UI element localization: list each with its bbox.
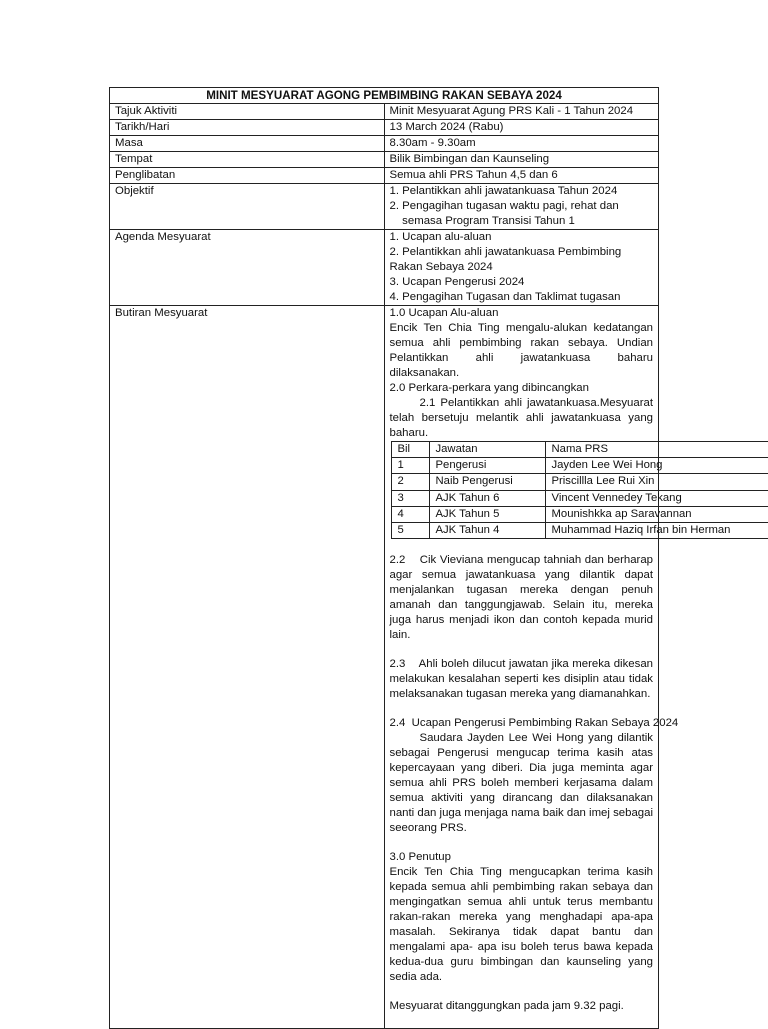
table-cell: Jayden Lee Wei Hong: [545, 458, 768, 474]
info-row-masa: [110, 136, 659, 152]
column-header: Jawatan: [429, 442, 545, 458]
table-row: [391, 490, 768, 506]
butiran-row: [110, 306, 659, 1029]
agenda-item: 3. Ucapan Pengerusi 2024: [390, 275, 654, 290]
table-cell: Naib Pengerusi: [429, 474, 545, 490]
butiran-content: [384, 306, 659, 1029]
committee-header-row: [391, 442, 768, 458]
table-cell: 5: [391, 523, 429, 539]
table-cell: AJK Tahun 4: [429, 523, 545, 539]
table-row: [391, 523, 768, 539]
section-paragraph: Encik Ten Chia Ting mengalu-alukan kedatangan semua ahli pembimbing rakan sebaya. Undian Pelantikkan ahli jawatankuasa baharu dilaksanakan.: [390, 321, 654, 381]
column-header: Nama PRS: [545, 442, 768, 458]
section-paragraph: Saudara Jayden Lee Wei Hong yang dilantik sebagai Pengerusi mengucap terima kasih atas kepercayaan yang diberi. Dia juga meminta agar semua ahli PRS boleh memberi kerjasama dalam semua aktiviti yang dirancang dan dilaksanakan nanti dan juga menjaga nama baik dan imej sebagai seeorang PRS.: [390, 731, 654, 836]
item-number: 2.: [390, 199, 403, 229]
info-row-tajuk: [110, 104, 659, 120]
row-value: Bilik Bimbingan dan Kaunseling: [384, 152, 659, 168]
spacer: [390, 643, 654, 657]
spacer: [390, 985, 654, 999]
section-paragraph: 2.1 Pelantikkan ahli jawatankuasa.Mesyuarat telah bersetuju melantik ahli jawatankuasa yang baharu.: [390, 396, 654, 441]
table-cell: Vincent Vennedey Tekang: [545, 490, 768, 506]
row-label: Butiran Mesyuarat: [110, 306, 385, 1029]
table-cell: Pengerusi: [429, 458, 545, 474]
section-heading: 1.0 Ucapan Alu-aluan: [390, 306, 654, 321]
minutes-document: [109, 87, 659, 1029]
document-title: MINIT MESYUARAT AGONG PEMBIMBING RAKAN SEBAYA 2024: [110, 88, 659, 104]
row-label: Masa: [110, 136, 385, 152]
closing-note: Mesyuarat ditanggungkan pada jam 9.32 pagi.: [390, 999, 654, 1014]
info-row-tarikh: [110, 120, 659, 136]
row-label: Tajuk Aktiviti: [110, 104, 385, 120]
row-label: Penglibatan: [110, 168, 385, 184]
table-row: [391, 474, 768, 490]
item-text: Pelantikkan ahli jawatankuasa Tahun 2024: [402, 184, 617, 199]
row-label: Agenda Mesyuarat: [110, 230, 385, 306]
agenda-item: 1. Ucapan alu-aluan: [390, 230, 654, 245]
table-cell: Priscillla Lee Rui Xin: [545, 474, 768, 490]
row-value: 8.30am - 9.30am: [384, 136, 659, 152]
table-cell: 4: [391, 506, 429, 522]
minutes-table: [109, 87, 659, 1029]
agenda-list: [384, 230, 659, 306]
objektif-list: [384, 184, 659, 230]
agenda-item: 4. Pengagihan Tugasan dan Taklimat tugasan: [390, 290, 654, 305]
info-row-penglibatan: [110, 168, 659, 184]
spacer: [390, 702, 654, 716]
agenda-row: [110, 230, 659, 306]
item-text: Pengagihan tugasan waktu pagi, rehat dan semasa Program Transisi Tahun 1: [402, 199, 653, 229]
section-heading: 2.0 Perkara-perkara yang dibincangkan: [390, 381, 654, 396]
row-label: Tempat: [110, 152, 385, 168]
table-cell: Mounishkka ap Saravannan: [545, 506, 768, 522]
row-label: Tarikh/Hari: [110, 120, 385, 136]
column-header: Bil: [391, 442, 429, 458]
objektif-item: [390, 184, 654, 199]
spacer: [390, 836, 654, 850]
section-heading: 3.0 Penutup: [390, 850, 654, 865]
section-paragraph: 2.2 Cik Vieviana mengucap tahniah dan berharap agar semua jawatankuasa yang dilantik dapat menjalankan tugasan mereka dengan penuh amanah dan tanggungjawab. Selain itu, mereka juga harus menjadi ikon dan contoh kepada murid lain.: [390, 553, 654, 643]
committee-table: [391, 441, 768, 539]
objektif-row: [110, 184, 659, 230]
row-label: Objektif: [110, 184, 385, 230]
table-cell: 2: [391, 474, 429, 490]
info-row-tempat: [110, 152, 659, 168]
table-cell: AJK Tahun 6: [429, 490, 545, 506]
section-paragraph: Encik Ten Chia Ting mengucapkan terima kasih kepada semua ahli pembimbing rakan sebaya dan mengingatkan semua ahli untuk terus membantu rakan-rakan mereka yang menghadapi apa-apa masalah. Sekiranya tidak dapat bantu dan mengalami apa- apa isu boleh terus bawa kepada kedua-dua guru bimbingan dan kaunseling yang sedia ada.: [390, 865, 654, 985]
agenda-item: 2. Pelantikkan ahli jawatankuasa Pembimbing Rakan Sebaya 2024: [390, 245, 654, 275]
table-cell: 3: [391, 490, 429, 506]
item-number: 1.: [390, 184, 403, 199]
section-heading: 2.4 Ucapan Pengerusi Pembimbing Rakan Sebaya 2024: [390, 716, 654, 731]
table-row: [391, 506, 768, 522]
row-value: Minit Mesyuarat Agung PRS Kali - 1 Tahun 2024: [384, 104, 659, 120]
row-value: Semua ahli PRS Tahun 4,5 dan 6: [384, 168, 659, 184]
objektif-item: [390, 199, 654, 229]
table-row: [391, 458, 768, 474]
row-value: 13 March 2024 (Rabu): [384, 120, 659, 136]
table-cell: AJK Tahun 5: [429, 506, 545, 522]
section-paragraph: 2.3 Ahli boleh dilucut jawatan jika mereka dikesan melakukan kesalahan seperti kes disiplin atau tidak melaksanakan tugasan mereka yang diamanahkan.: [390, 657, 654, 702]
spacer: [390, 539, 654, 553]
table-cell: Muhammad Haziq Irfan bin Herman: [545, 523, 768, 539]
table-cell: 1: [391, 458, 429, 474]
